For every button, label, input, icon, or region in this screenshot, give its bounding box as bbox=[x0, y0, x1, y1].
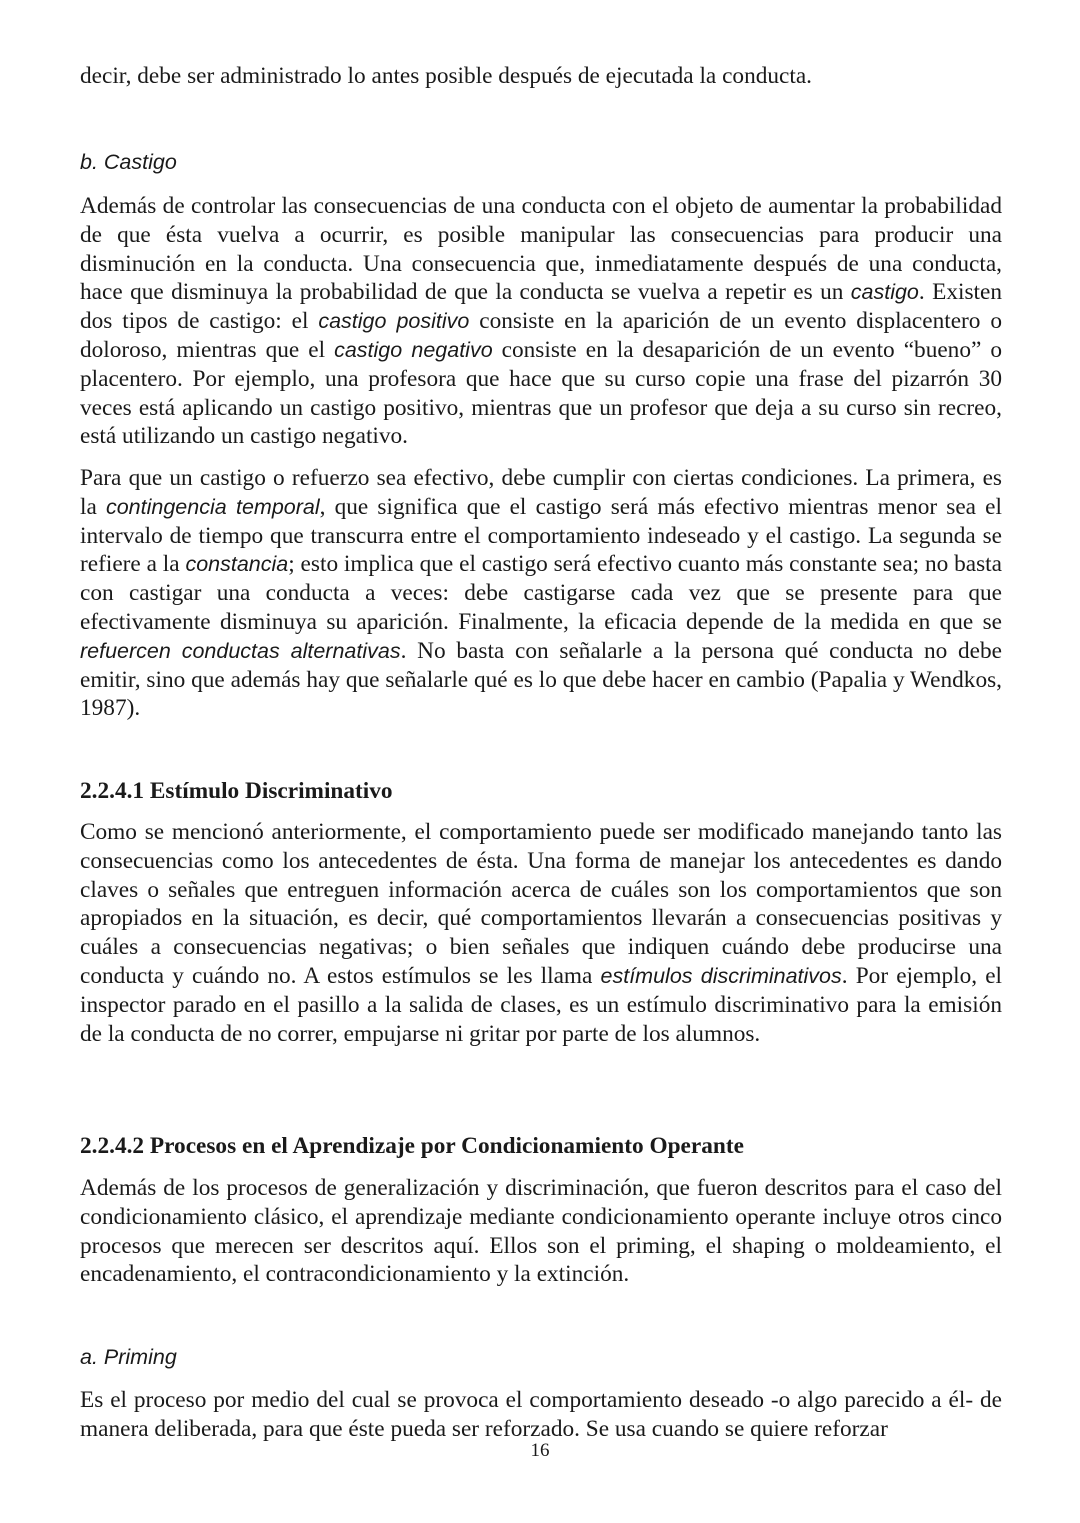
subheading-priming: a. Priming bbox=[80, 1345, 177, 1369]
paragraph-estimulo: Como se mencionó anteriormente, el comportamiento puede ser modificado manejando tanto las consecuencias como los antecedentes de ésta. Una forma de manejar los antecedentes es dando claves o señales que entreguen información acerca de cuáles son los comportamientos que son apropiados en la situación, es decir, qué comportamientos llevarán a consecuencias positivas y cuáles a consecuencias negativas; o bien señales que indiquen cuándo debe producirse una conducta y cuándo no. A estos estímulos se les llama estímulos discriminativos. Por ejemplo, el inspector parado en el pasillo a la salida de clases, es un estímulo discriminativo para la emisión de la conducta de no correr, empujarse ni gritar por parte de los alumnos. bbox=[80, 819, 1003, 1047]
paragraph-castigo: Además de controlar las consecuencias de una conducta con el objeto de aumentar la probabilidad de que ésta vuelva a ocurrir, es posible manipular las consecuencias para producir una disminución en la conducta. Una consecuencia que, inmediatamente después de una conducta, hace que disminuya la probabilidad de que la conducta se vuelva a repetir es un castigo. Existen dos tipos de castigo: el castigo positivo consiste en la aparición de un evento displacentero o doloroso, mientras que el castigo negativo consiste en la desaparición de un evento “bueno” o placentero. Por ejemplo, una profesora que hace que su curso copie una frase del pizarrón 30 veces está aplicando un castigo positivo, mientras que un profesor que deja a su curso sin recreo, está utilizando un castigo negativo. bbox=[80, 193, 1002, 450]
paragraph-priming: Es el proceso por medio del cual se provoca el comportamiento deseado -o algo parecido a él- de manera deliberada, para que éste pueda ser reforzado. Se usa cuando se quiere reforzar bbox=[80, 1387, 1002, 1442]
paragraph-procesos: Además de los procesos de generalización y discriminación, que fueron descritos para el caso del condicionamiento clásico, el aprendizaje mediante condicionamiento operante incluye otros cinco procesos que merecen ser descritos aquí. Ellos son el priming, el shaping o moldeamiento, el encadenamiento, el contracondicionamiento y la extinción. bbox=[80, 1175, 1002, 1288]
paragraph-conditions: Para que un castigo o refuerzo sea efectivo, debe cumplir con ciertas condiciones. La primera, es la contingencia temporal, que significa que el castigo será más efectivo mientras menor sea el intervalo de tiempo que transcurra entre el comportamiento indeseado y el castigo. La segunda se refiere a la constancia; esto implica que el castigo será efectivo cuanto más constante sea; no basta con castigar una conducta a veces: debe castigarse cada vez que se presente para que efectivamente disminuya su aparición. Finalmente, la eficacia depende de la medida en que se refuercen conductas alternativas. No basta con señalarle a la persona qué conducta no debe emitir, sino que además hay que señalarle qué es lo que debe hacer en cambio (Papalia y Wendkos, 1987). bbox=[80, 465, 1003, 722]
section-heading-procesos: 2.2.4.2 Procesos en el Aprendizaje por Condicionamiento Operante bbox=[80, 1133, 744, 1159]
paragraph-continuation: decir, debe ser administrado lo antes posible después de ejecutada la conducta. bbox=[80, 63, 812, 89]
subheading-castigo: b. Castigo bbox=[80, 150, 177, 174]
page-number: 16 bbox=[530, 1440, 550, 1461]
section-heading-estimulo-discriminativo: 2.2.4.1 Estímulo Discriminativo bbox=[80, 778, 393, 804]
